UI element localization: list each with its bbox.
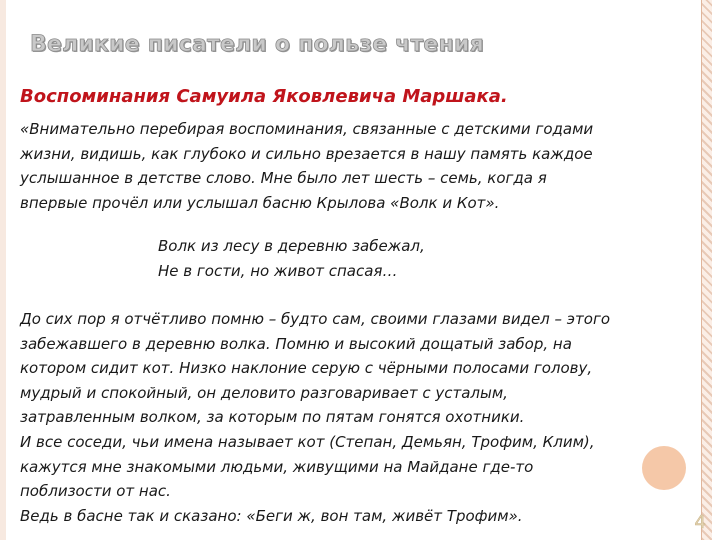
slide-title: Великие писатели о пользе чтения [30, 32, 484, 57]
body-line: Ведь в басне так и сказано: «Беги ж, вон там, живёт Трофим». [20, 506, 523, 525]
body-line: И все соседи, чьи имена называет кот (Степан, Демьян, Трофим, Клим), [20, 432, 595, 451]
body-paragraph [20, 307, 696, 528]
slide-subtitle: Воспоминания Самуила Яковлевича Маршака. [20, 86, 508, 107]
body-line: забежавшего в деревню волка. Помню и высокий дощатый забор, на [20, 334, 572, 353]
body-line: кажутся мне знакомыми людьми, живущими на Майдане где-то [20, 457, 534, 476]
intro-line: жизни, видишь, как глубоко и сильно врезается в нашу память каждое [20, 144, 593, 163]
intro-line: услышанное в детстве слово. Мне было лет шесть – семь, когда я [20, 169, 547, 188]
body-line: поблизости от нас. [20, 482, 171, 501]
body-line: котором сидит кот. Низко наклоние серую с чёрными полосами голову, [20, 359, 593, 378]
intro-line: «Внимательно перебирая воспоминания, связанные с детскими годами [20, 120, 594, 138]
decorative-circle [642, 446, 686, 490]
page-number: 4 [694, 512, 706, 533]
intro-line: впервые прочёл или услышал басню Крылова «Волк и Кот». [20, 193, 500, 212]
verse-line: Волк из лесу в деревню забежал, [158, 237, 425, 255]
body-line: затравленным волком, за которым по пятам гонятся охотники. [20, 408, 525, 427]
verse-line: Не в гости, но живот спасая… [158, 261, 398, 280]
intro-paragraph [20, 117, 696, 215]
body-line: мудрый и спокойный, он деловито разговаривает с усталым, [20, 383, 508, 402]
left-edge-decoration [0, 0, 6, 540]
fable-quote [158, 234, 425, 283]
right-border-decoration [701, 0, 712, 540]
body-line: До сих пор я отчётливо помню – будто сам, своими глазами видел – этого [20, 310, 611, 328]
